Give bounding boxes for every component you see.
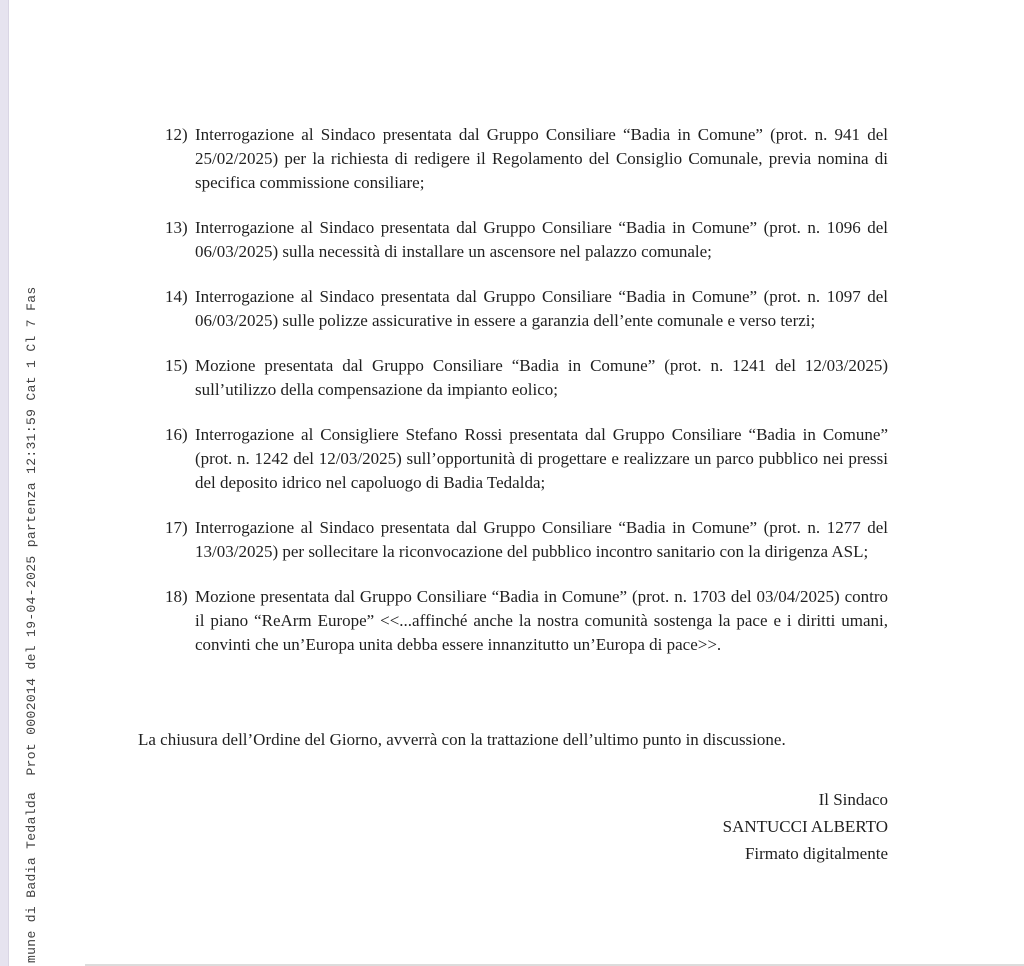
scan-edge-strip [0, 0, 9, 966]
agenda-item-number: 15) [165, 356, 188, 375]
agenda-item-number: 17) [165, 518, 188, 537]
agenda-item-number: 14) [165, 287, 188, 306]
agenda-item-14 [165, 285, 888, 333]
closing-note: La chiusura dell’Ordine del Giorno, avverrà con la trattazione dell’ultimo punto in discussione. [138, 730, 786, 749]
document-body [138, 123, 888, 867]
agenda-list [165, 123, 888, 657]
agenda-item-16 [165, 423, 888, 495]
agenda-item-text: Interrogazione al Sindaco presentata dal Gruppo Consiliare “Badia in Comune” (prot. n. 941 del 25/02/2025) per la richiesta di redigere il Regolamento del Consiglio Comunale, previa nomina di specifica commissione consiliare; [195, 125, 888, 192]
agenda-item-number: 18) [165, 587, 188, 606]
agenda-item-12 [165, 123, 888, 195]
agenda-item-text: Mozione presentata dal Gruppo Consiliare “Badia in Comune” (prot. n. 1703 del 03/04/2025) contro il piano “ReArm Europe” <<...affinché anche la nostra comunità sostenga la pace e i diritti umani, convinti che un’Europa unita debba essere innanzitutto un’Europa di pace>>. [195, 587, 888, 654]
signature-name: SANTUCCI ALBERTO [722, 817, 888, 836]
signature-note: Firmato digitalmente [744, 844, 888, 863]
agenda-item-13 [165, 216, 888, 264]
agenda-item-text: Interrogazione al Sindaco presentata dal Gruppo Consiliare “Badia in Comune” (prot. n. 1096 del 06/03/2025) sulla necessità di installare un ascensore nel palazzo comunale; [195, 218, 888, 261]
agenda-item-number: 16) [165, 425, 188, 444]
agenda-item-number: 13) [165, 218, 188, 237]
agenda-item-text: Interrogazione al Consigliere Stefano Rossi presentata dal Gruppo Consiliare “Badia in Comune” (prot. n. 1242 del 12/03/2025) sull’opportunità di progettare e realizzare un parco pubblico nei pressi del deposito idrico nel capoluogo di Badia Tedalda; [195, 425, 888, 492]
agenda-item-text: Interrogazione al Sindaco presentata dal Gruppo Consiliare “Badia in Comune” (prot. n. 1097 del 06/03/2025) sulle polizze assicurative in essere a garanzia dell’ente comunale e verso terzi; [195, 287, 888, 330]
agenda-item-17 [165, 516, 888, 564]
protocol-stamp-vertical-text: mune di Badia Tedalda Prot 0002014 del 19-04-2025 partenza 12:31:59 Cat 1 Cl 7 Fas [24, 286, 39, 963]
agenda-item-text: Interrogazione al Sindaco presentata dal Gruppo Consiliare “Badia in Comune” (prot. n. 1277 del 13/03/2025) per sollecitare la riconvocazione del pubblico incontro sanitario con la dirigenza ASL; [195, 518, 888, 561]
agenda-item-18 [165, 585, 888, 657]
agenda-item-number: 12) [165, 125, 188, 144]
signature-block [138, 786, 888, 867]
agenda-item-15 [165, 354, 888, 402]
agenda-item-text: Mozione presentata dal Gruppo Consiliare “Badia in Comune” (prot. n. 1241 del 12/03/2025) sull’utilizzo della compensazione da impianto eolico; [195, 356, 888, 399]
signature-role: Il Sindaco [818, 790, 888, 809]
